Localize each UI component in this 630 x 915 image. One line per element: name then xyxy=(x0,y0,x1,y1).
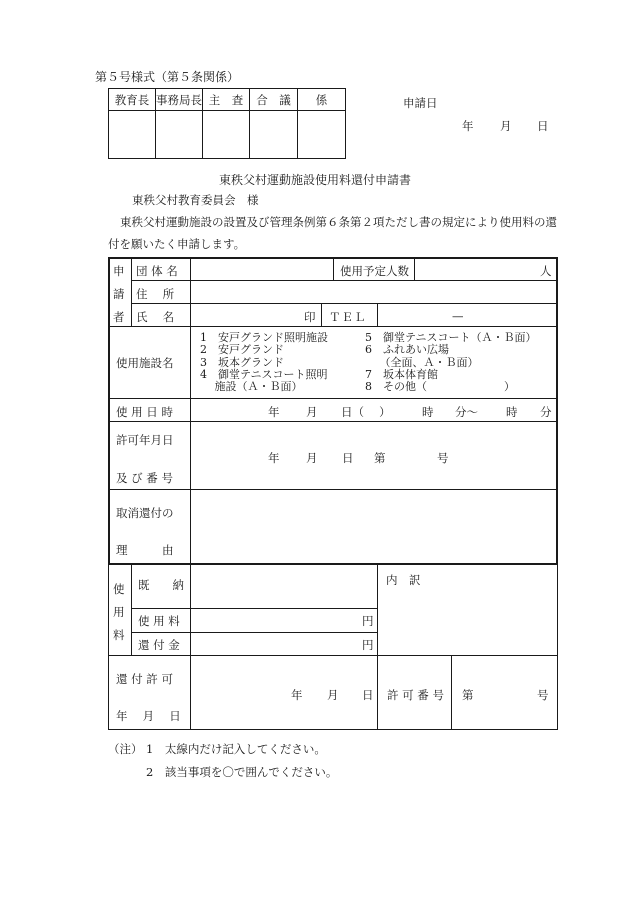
facility-option-2: 2 安戸グランド xyxy=(200,343,284,357)
permit-label-1: 許可年月日 xyxy=(116,433,174,447)
refund-permit-day: 日 xyxy=(362,688,374,702)
approval-col-secretary-general: 事務局長 xyxy=(156,93,202,107)
fee-group-label-2: 用 xyxy=(113,605,125,619)
usage-datetime-label: 使 用 日 時 xyxy=(116,405,173,419)
tel-label: ＴＥＬ xyxy=(329,310,367,324)
facility-label: 使用施設名 xyxy=(116,356,174,370)
cancel-label-2: 理 由 xyxy=(116,543,174,557)
facility-option-3: 3 坂本グランド xyxy=(200,355,284,369)
permit-go: 号 xyxy=(437,451,449,465)
usage-day: 日（ ） xyxy=(341,405,391,419)
facility-option-7: 7 坂本体育館 xyxy=(365,367,438,381)
cancel-label-1: 取消還付の xyxy=(116,506,174,520)
approval-col-chief: 主 査 xyxy=(208,93,244,107)
permit-label-2: 及 び 番 号 xyxy=(116,471,173,485)
usage-month: 月 xyxy=(306,405,318,419)
request-date-label: 申請日 xyxy=(403,96,438,110)
facility-option-1: 1 安戸グランド照明施設 xyxy=(200,331,328,344)
notes-prefix: （注） xyxy=(108,742,143,756)
facility-option-4: 4 御堂テニスコート照明 xyxy=(200,367,328,381)
approval-col-staff: 係 xyxy=(315,93,328,107)
permit-dai: 第 xyxy=(374,451,386,465)
refund-permit-month: 月 xyxy=(327,688,339,702)
tel-dash: — xyxy=(452,309,464,323)
fee-group-label-1: 使 xyxy=(113,582,125,596)
facility-option-5: 5 御堂テニスコート（Ａ・Ｂ面） xyxy=(365,331,537,344)
paid-label: 既 納 xyxy=(138,578,184,592)
permit-year: 年 xyxy=(268,451,280,465)
facility-options-right xyxy=(365,332,537,393)
usage-hour-end: 時 xyxy=(506,405,518,419)
people-unit: 人 xyxy=(540,264,552,278)
applicant-label-1: 申 xyxy=(113,264,125,278)
breakdown-label: 内 訳 xyxy=(386,573,421,587)
facility-option-6: 6 ふれあい広場 xyxy=(365,343,449,357)
approval-col-superintendent: 教育長 xyxy=(114,93,150,107)
permit-number-go: 号 xyxy=(537,688,549,702)
refund-permit-year: 年 xyxy=(291,688,303,702)
request-date-month: 月 xyxy=(500,119,512,133)
org-name-label: 団 体 名 xyxy=(136,264,178,278)
usage-minute-end: 分 xyxy=(540,405,552,419)
form-number: 第５号様式（第５条関係） xyxy=(95,70,240,84)
intro-line-1: 東秩父村運動施設の設置及び管理条例第６条第２項ただし書の規定により使用料の還 xyxy=(120,215,557,229)
usage-hour: 時 xyxy=(422,405,434,419)
facility-option-4-cont: 施設（Ａ・Ｂ面） xyxy=(200,380,303,394)
permit-day: 日 xyxy=(342,451,354,465)
usage-year: 年 xyxy=(268,405,280,419)
usage-fee-yen: 円 xyxy=(362,614,374,628)
intro-line-2: 付を願いたく申請します。 xyxy=(108,237,246,251)
request-date-year: 年 xyxy=(462,119,474,133)
note-2: 2 該当事項を〇で囲んでください。 xyxy=(146,765,338,779)
addressee: 東秩父村教育委員会 様 xyxy=(132,193,259,207)
permit-month: 月 xyxy=(306,451,318,465)
fee-group-label-3: 料 xyxy=(113,628,125,642)
applicant-label-3: 者 xyxy=(113,310,125,324)
facility-options-left xyxy=(200,332,328,393)
refund-amount-label: 還 付 金 xyxy=(138,638,180,652)
usage-fee-label: 使 用 料 xyxy=(138,614,180,628)
expected-users-label: 使用予定人数 xyxy=(340,264,409,278)
permit-number-dai: 第 xyxy=(462,688,474,702)
facility-option-6-cont: （全面、Ａ・Ｂ面） xyxy=(365,355,479,369)
usage-minute: 分〜 xyxy=(455,405,478,419)
document-title: 東秩父村運動施設使用料還付申請書 xyxy=(218,173,411,187)
refund-permit-label-2: 年 月 日 xyxy=(116,709,181,723)
permit-number-label: 許 可 番 号 xyxy=(387,688,444,702)
request-date-day: 日 xyxy=(537,119,549,133)
facility-option-8: 8 その他（ ） xyxy=(365,380,515,394)
approval-col-consultation: 合 議 xyxy=(256,93,291,107)
refund-amount-yen: 円 xyxy=(362,638,374,652)
note-1: 1 太線内だけ記入してください。 xyxy=(146,742,326,756)
seal-mark: 印 xyxy=(304,310,316,324)
applicant-label-2: 請 xyxy=(113,287,125,301)
person-name-label: 氏 名 xyxy=(136,310,175,324)
refund-permit-label-1: 還 付 許 可 xyxy=(116,672,173,686)
address-label: 住 所 xyxy=(136,287,175,301)
